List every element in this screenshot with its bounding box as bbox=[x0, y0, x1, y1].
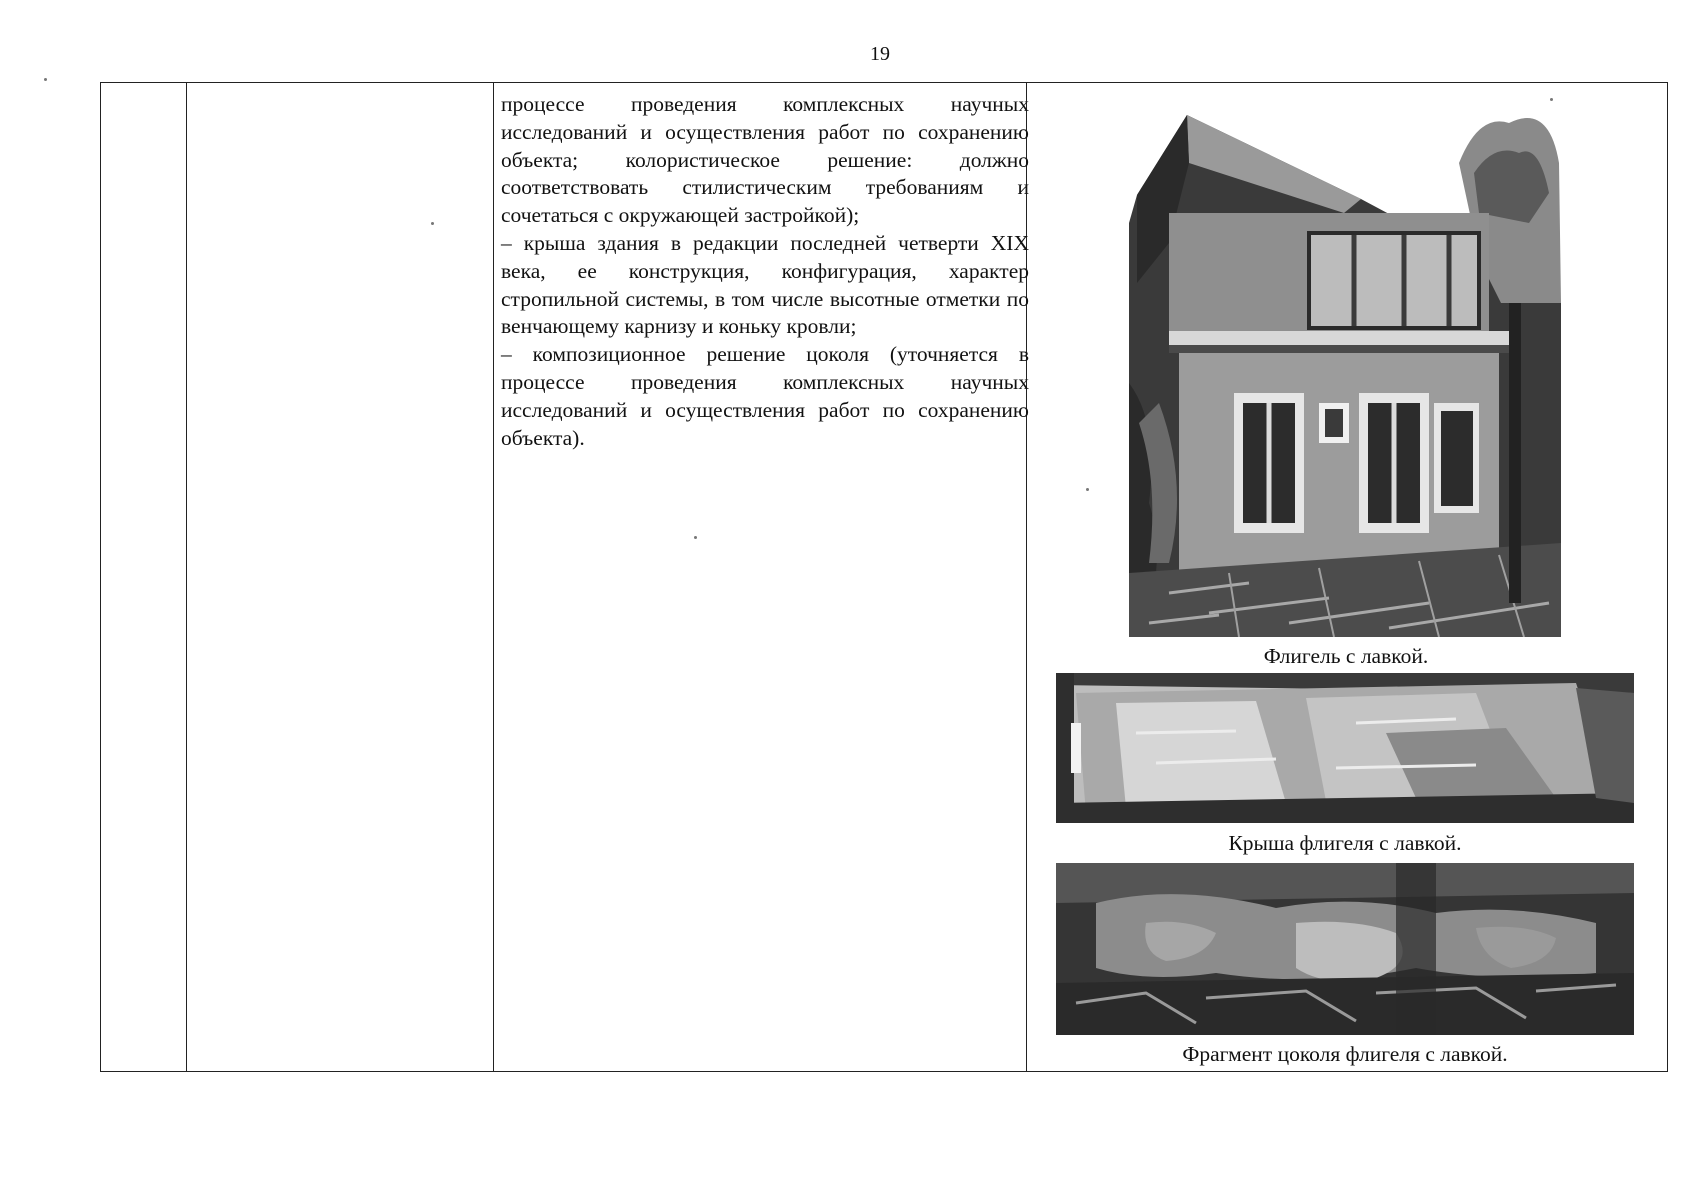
column-divider-1 bbox=[186, 83, 187, 1071]
plinth-photo bbox=[1056, 863, 1634, 1035]
photo-caption: Фрагмент цоколя флигеля с лавкой. bbox=[1182, 1042, 1508, 1066]
roof-photo bbox=[1056, 673, 1634, 823]
document-table bbox=[100, 82, 1668, 1072]
scan-speck bbox=[1086, 488, 1089, 491]
column-divider-2 bbox=[493, 83, 494, 1071]
scan-speck bbox=[431, 222, 434, 225]
page-number: 19 bbox=[870, 43, 890, 65]
photo-caption: Флигель с лавкой. bbox=[1263, 644, 1429, 668]
requirements-text bbox=[501, 91, 1029, 452]
scan-speck bbox=[694, 536, 697, 539]
photo-caption: Крыша флигеля с лавкой. bbox=[1228, 831, 1462, 855]
scan-speck bbox=[44, 78, 47, 81]
text-paragraph: – композиционное решение цоколя (уточняется в процессе проведения комплексных научных исследований и осуществления работ по сохранению объекта). bbox=[501, 342, 1029, 450]
text-paragraph: – крыша здания в редакции последней четверти XIX века, ее конструкция, конфигурация, характер стропильной системы, в том числе высотные отметки по венчающему карнизу и коньку кровли; bbox=[501, 230, 1029, 339]
building-photo bbox=[1129, 103, 1561, 637]
scan-speck bbox=[1550, 98, 1553, 101]
text-paragraph: процессе проведения комплексных научных исследований и осуществления работ по сохранению объекта; колористическое решение: должно соответствовать стилистическим требованиям и сочетаться с окружающей застройкой); bbox=[501, 92, 1029, 228]
